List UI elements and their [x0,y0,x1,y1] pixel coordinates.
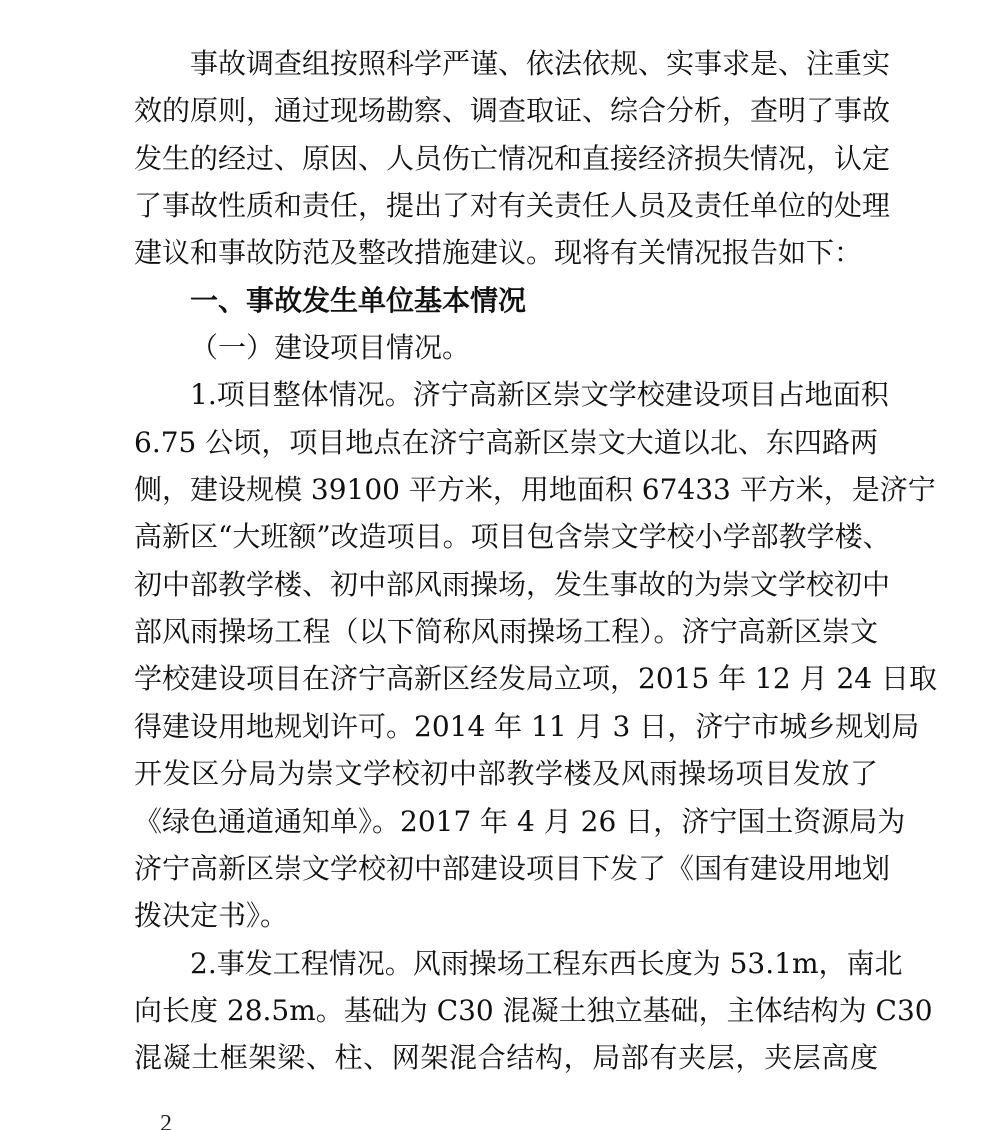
text-line: 学校建设项目在济宁高新区经发局立项，2015 年 12 月 24 日取 [134,662,938,696]
text-line: 得建设用地规划许可。2014 年 11 月 3 日，济宁市城乡规划局 [134,709,920,743]
text-line: 混凝土框架梁、柱、网架混合结构，局部有夹层，夹层高度 [134,1041,878,1075]
text-line: 建议和事故防范及整改措施建议。现将有关情况报告如下： [134,236,863,270]
text-line: 效的原则，通过现场勘察、调查取证、综合分析，查明了事故 [134,94,891,128]
text-line: 开发区分局为崇文学校初中部教学楼及风雨操场项目发放了 [134,757,878,791]
body-text [134,40,938,1082]
text-line: 部风雨操场工程（以下简称风雨操场工程）。济宁高新区崇文 [134,615,878,649]
text-line: 2.事发工程情况。风雨操场工程东西长度为 53.1m，南北 [190,946,903,980]
text-line: （一）建设项目情况。 [190,331,471,365]
text-line: 了事故性质和责任，提出了对有关责任人员及责任单位的处理 [134,189,891,223]
text-line: 发生的经过、原因、人员伤亡情况和直接经济损失情况，认定 [134,141,891,175]
text-line: 事故调查组按照科学严谨、依法依规、实事求是、注重实 [190,47,891,80]
text-line: 向长度 28.5m。基础为 C30 混凝土独立基础，主体结构为 C30 [134,993,933,1027]
text-line: 侧，建设规模 39100 平方米，用地面积 67433 平方米，是济宁 [134,473,936,507]
text-line: 初中部教学楼、初中部风雨操场，发生事故的为崇文学校初中 [134,567,891,601]
text-line: 1.项目整体情况。济宁高新区崇文学校建设项目占地面积 [190,378,889,412]
page-number: 2 [160,1111,172,1130]
text-line: 拨决定书》。 [134,899,289,933]
text-line: 《绿色通道通知单》。2017 年 4 月 26 日，济宁国土资源局为 [134,804,906,838]
text-line: 6.75 公顷，项目地点在济宁高新区崇文大道以北、东四路两 [134,425,878,459]
text-line: 高新区“大班额”改造项目。项目包含崇文学校小学部教学楼、 [134,520,891,554]
text-line: 济宁高新区崇文学校初中部建设项目下发了《国有建设用地划 [134,851,891,885]
section-heading: 一、事故发生单位基本情况 [190,283,527,317]
